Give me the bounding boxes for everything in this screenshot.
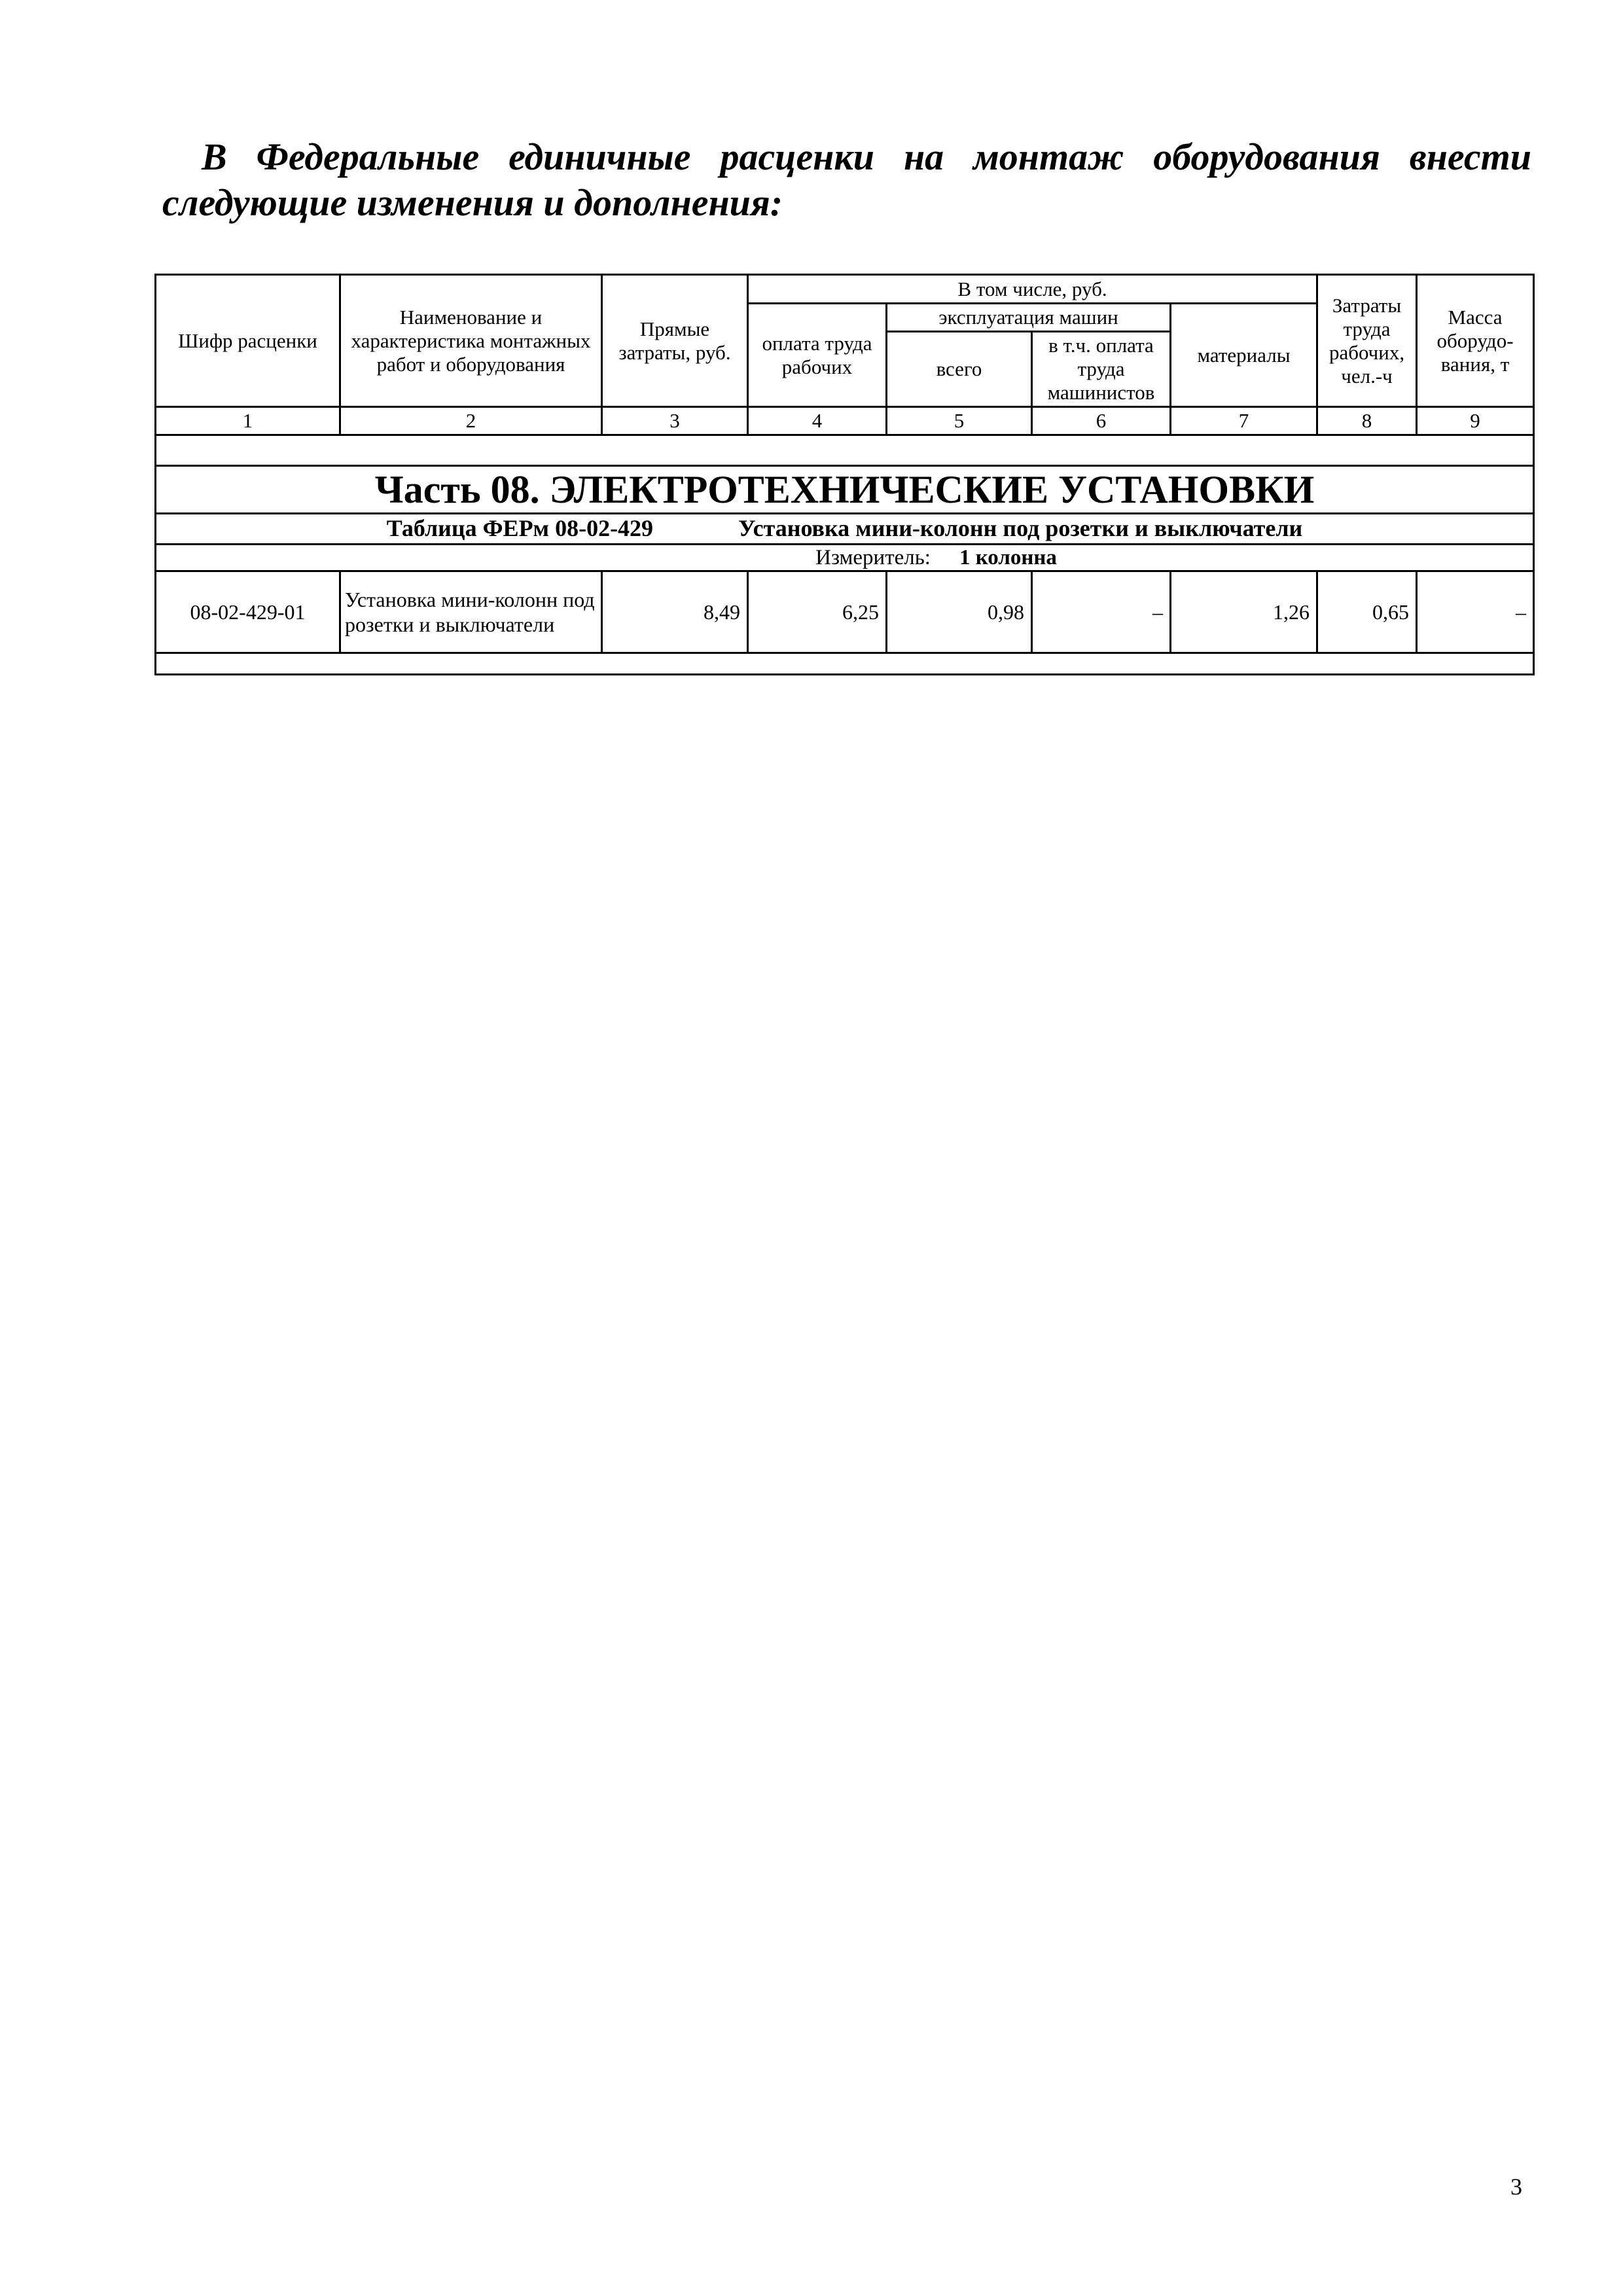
table-label: Таблица ФЕРм 08-02-429 [386, 515, 654, 541]
header-code: Шифр расценки [156, 275, 340, 407]
materials-value: 1,26 [1171, 571, 1317, 653]
column-numbers-row [156, 407, 1534, 435]
part-title: Часть 08. ЭЛЕКТРОТЕХНИЧЕСКИЕ УСТАНОВКИ [156, 466, 1534, 514]
equipment-mass-value: – [1417, 571, 1534, 653]
intro-text: Федеральные единичные расценки на монтаж оборудования внести следующие изменения и дополнения: [162, 135, 1531, 224]
column-number: 4 [748, 407, 887, 435]
rate-code: 08-02-429-01 [156, 571, 340, 653]
column-number: 7 [1171, 407, 1317, 435]
measure-value: 1 колонна [959, 546, 1057, 569]
header-including-group: В том числе, руб. [748, 275, 1317, 304]
column-number: 8 [1317, 407, 1417, 435]
column-number: 1 [156, 407, 340, 435]
machines-total-value: 0,98 [887, 571, 1032, 653]
column-number: 2 [340, 407, 602, 435]
column-number: 3 [602, 407, 748, 435]
blank-row [156, 435, 1534, 466]
column-number: 5 [887, 407, 1032, 435]
column-number: 9 [1417, 407, 1534, 435]
header-machines-total: всего [887, 332, 1032, 407]
intro-paragraph [162, 134, 1531, 226]
labor-pay-value: 6,25 [748, 571, 887, 653]
table-row [156, 571, 1534, 653]
work-name: Установка мини-колонн под розетки и выключатели [340, 571, 602, 653]
header-name: Наименование и характеристика монтажных работ и оборудования [340, 275, 602, 407]
rates-table [154, 274, 1535, 675]
machinists-pay-value: – [1032, 571, 1171, 653]
header-direct-costs: Прямые затраты, руб. [602, 275, 748, 407]
page-number: 3 [1510, 2174, 1522, 2200]
header-labor-hours: Затраты труда рабочих, чел.-ч [1317, 275, 1417, 407]
intro-first-word: В [202, 135, 227, 178]
labor-hours-value: 0,65 [1317, 571, 1417, 653]
column-number: 6 [1032, 407, 1171, 435]
table-tail [156, 653, 1534, 675]
header-materials: материалы [1171, 304, 1317, 407]
header-machines-group: эксплуатация машин [887, 304, 1171, 332]
table-heading [156, 514, 1534, 545]
measure-label: Измеритель: [815, 546, 931, 569]
header-machinists-pay: в т.ч. оплата труда машинистов [1032, 332, 1171, 407]
table-name: Установка мини-колонн под розетки и выключатели [738, 515, 1303, 541]
direct-costs-value: 8,49 [602, 571, 748, 653]
header-equipment-mass: Масса оборудо-вания, т [1417, 275, 1534, 407]
header-labor-pay: оплата труда рабочих [748, 304, 887, 407]
measure-line [156, 545, 1534, 571]
